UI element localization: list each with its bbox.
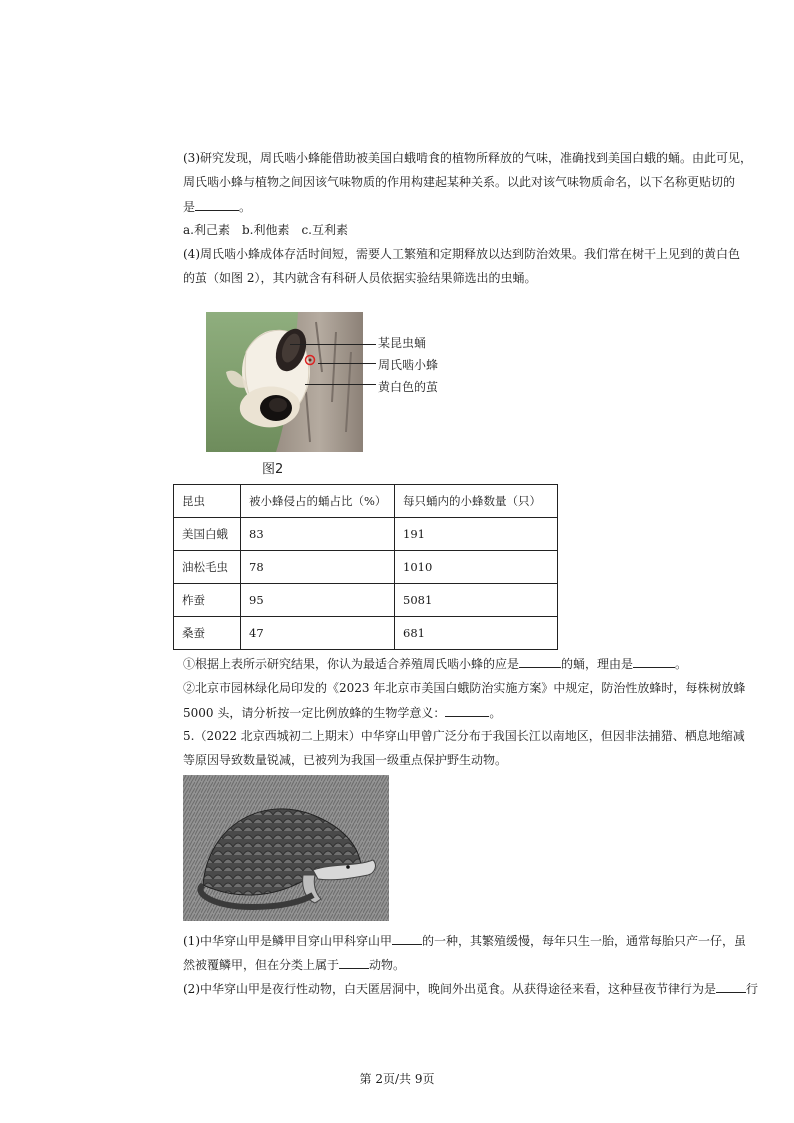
table-cell: 柞蚕 (174, 584, 241, 617)
q5-line2: 等原因导致数量锐减，已被列为我国一级重点保护野生动物。 (183, 753, 508, 767)
sub2-line2 (183, 705, 757, 720)
q3-answer-blank[interactable] (195, 199, 239, 211)
label-insect-pupa: 某昆虫蛹 (378, 336, 427, 350)
q5-1-blank-class[interactable] (339, 957, 369, 969)
sub2-line1: ②北京市园林绿化局印发的《2023 年北京市美国白蛾防治实施方案》中规定，防治性放蜂时，每株树放蜂 (183, 681, 746, 695)
q5-1-line2 (183, 957, 757, 972)
sub2-blank[interactable] (445, 705, 489, 717)
table-cell: 油松毛虫 (174, 551, 241, 584)
table-row (174, 584, 558, 617)
q4-line1: (4)周氏啮小蜂成体存活时间短，需要人工繁殖和定期释放以达到防治效果。我们常在树干上见到的黄白色 (183, 247, 741, 261)
q3-line2: 周氏啮小蜂与植物之间因该气味物质的作用构建起某种关系。以此对该气味物质命名，以下名称更贴切的 (183, 175, 736, 189)
sub1-middle: 的蛹，理由是 (561, 657, 634, 671)
table-cell: 681 (395, 617, 558, 650)
table-row (174, 518, 558, 551)
cocoon-photo (206, 312, 363, 452)
table-row (174, 617, 558, 650)
cocoon-photo-drawing (206, 312, 363, 452)
q5-2-blank[interactable] (716, 981, 746, 993)
wasp-data-table (173, 484, 558, 650)
table-cell: 桑蚕 (174, 617, 241, 650)
page-footer: 第 2页/共 9页 (359, 1072, 435, 1086)
q4-line2: 的茧（如图 2），其内就含有科研人员依据实验结果筛选出的虫蛹。 (183, 271, 537, 285)
label-leader-pupa (290, 344, 376, 345)
table-header-cell: 昆虫 (174, 485, 241, 518)
label-yellow-cocoon: 黄白色的茧 (378, 380, 439, 394)
q3-line1: (3)研究发现，周氏啮小蜂能借助被美国白蛾啃食的植物所释放的气味，准确找到美国白蛾的蛹。由此可见， (183, 151, 753, 165)
sub2-suffix: 。 (489, 706, 502, 720)
q5-1-prefix: (1)中华穿山甲是鳞甲目穿山甲科穿山甲 (183, 934, 392, 948)
figure2-caption: 图2 (262, 462, 284, 477)
sub1-blank-insect[interactable] (519, 656, 561, 668)
sub1-suffix: 。 (675, 657, 688, 671)
table-row (174, 551, 558, 584)
q5-1-blank-species[interactable] (392, 933, 422, 945)
table-cell: 美国白蛾 (174, 518, 241, 551)
sub1-blank-reason[interactable] (633, 656, 675, 668)
table-cell: 47 (241, 617, 395, 650)
q5-2-suffix: 行 (746, 982, 759, 996)
q3-line3-suffix: 。 (239, 200, 252, 214)
sub2-prefix: 5000 头，请分析按一定比例放蜂的生物学意义： (183, 706, 446, 720)
label-leader-cocoon (305, 384, 376, 385)
q5-1-line1 (183, 933, 757, 948)
q5-2-line (183, 981, 757, 996)
q5-1-line2-prefix: 然被覆鳞甲，但在分类上属于 (183, 958, 340, 972)
table-cell: 5081 (395, 584, 558, 617)
table-cell: 83 (241, 518, 395, 551)
table-cell: 191 (395, 518, 558, 551)
q5-line1: 5.（2022 北京西城初二上期末）中华穿山甲曾广泛分布于我国长江以南地区，但因非法捕猎、栖息地缩减 (183, 729, 745, 743)
pangolin-photo (183, 775, 389, 921)
q5-2-prefix: (2)中华穿山甲是夜行性动物，白天匿居洞中，晚间外出觅食。从获得途径来看，这种昼夜节律行为是 (183, 982, 717, 996)
q3-line3-prefix: 是 (183, 200, 196, 214)
q3-line3 (183, 199, 757, 214)
sub1-prefix: ①根据上表所示研究结果，你认为最适合养殖周氏啮小蜂的应是 (183, 657, 520, 671)
table-cell: 78 (241, 551, 395, 584)
sub1-line (183, 656, 757, 671)
pangolin-photo-drawing (183, 775, 389, 921)
table-header-cell: 被小蜂侵占的蛹占比（%） (241, 485, 395, 518)
table-cell: 95 (241, 584, 395, 617)
q5-1-line2-suffix: 动物。 (369, 958, 406, 972)
table-cell: 1010 (395, 551, 558, 584)
label-zhou-wasp: 周氏啮小蜂 (378, 358, 439, 372)
q3-options: a.利己素 b.利他素 c.互利素 (183, 223, 349, 237)
label-leader-wasp (318, 363, 376, 364)
q5-1-middle: 的一种，其繁殖缓慢，每年只生一胎，通常每胎只产一仔，虽 (422, 934, 747, 948)
table-header-row (174, 485, 558, 518)
table-header-cell: 每只蛹内的小蜂数量（只） (395, 485, 558, 518)
